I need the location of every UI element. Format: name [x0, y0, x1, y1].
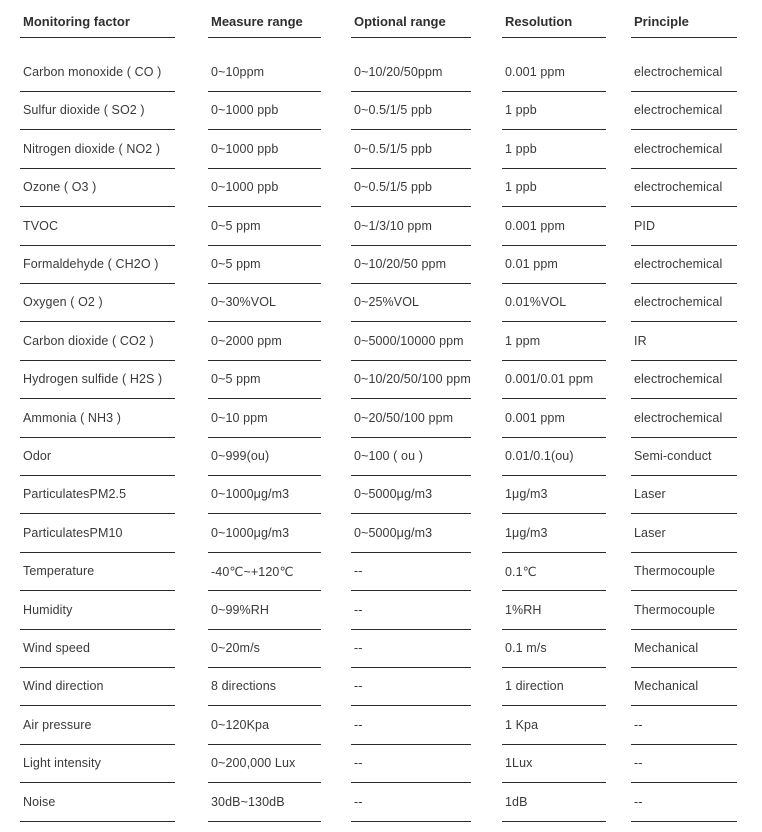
- cell-optional-range: 0~100 ( ou ): [351, 439, 471, 476]
- cell-principle: --: [631, 785, 737, 822]
- cell-factor: Humidity: [20, 593, 175, 630]
- cell-principle: Laser: [631, 516, 737, 553]
- cell-measure-range: 0~1000μg/m3: [208, 516, 321, 553]
- cell-principle: IR: [631, 324, 737, 361]
- cell-measure-range: 0~200,000 Lux: [208, 746, 321, 783]
- cell-measure-range: 0~10 ppm: [208, 401, 321, 438]
- cell-principle: electrochemical: [631, 132, 737, 169]
- cell-principle: Mechanical: [631, 669, 737, 706]
- cell-optional-range: 0~10/20/50/100 ppm: [351, 362, 471, 399]
- cell-factor: Hydrogen sulfide ( H2S ): [20, 362, 175, 399]
- cell-principle: electrochemical: [631, 362, 737, 399]
- cell-resolution: 1dB: [502, 785, 606, 822]
- table-row: [0, 324, 762, 361]
- cell-factor: Sulfur dioxide ( SO2 ): [20, 93, 175, 130]
- cell-factor: Odor: [20, 439, 175, 476]
- cell-optional-range: 0~10/20/50 ppm: [351, 247, 471, 284]
- cell-factor: Carbon monoxide ( CO ): [20, 55, 175, 92]
- cell-factor: Ammonia ( NH3 ): [20, 401, 175, 438]
- cell-factor: Carbon dioxide ( CO2 ): [20, 324, 175, 361]
- cell-measure-range: 0~10ppm: [208, 55, 321, 92]
- table-row: [0, 132, 762, 169]
- cell-principle: --: [631, 746, 737, 783]
- table-row: [0, 93, 762, 130]
- cell-principle: electrochemical: [631, 247, 737, 284]
- cell-measure-range: 0~5 ppm: [208, 209, 321, 246]
- table-row: [0, 401, 762, 438]
- cell-measure-range: 0~1000 ppb: [208, 93, 321, 130]
- cell-optional-range: 0~10/20/50ppm: [351, 55, 471, 92]
- cell-resolution: 1 ppm: [502, 324, 606, 361]
- cell-optional-range: 0~5000μg/m3: [351, 516, 471, 553]
- cell-principle: electrochemical: [631, 93, 737, 130]
- cell-principle: electrochemical: [631, 55, 737, 92]
- cell-optional-range: --: [351, 785, 471, 822]
- cell-measure-range: 0~30%VOL: [208, 285, 321, 322]
- cell-optional-range: 0~0.5/1/5 ppb: [351, 170, 471, 207]
- cell-resolution: 0.001/0.01 ppm: [502, 362, 606, 399]
- cell-measure-range: 0~5 ppm: [208, 247, 321, 284]
- cell-factor: Ozone ( O3 ): [20, 170, 175, 207]
- table-row: [0, 362, 762, 399]
- table-row: [0, 170, 762, 207]
- cell-measure-range: 30dB~130dB: [208, 785, 321, 822]
- table-row: [0, 669, 762, 706]
- table-row: [0, 516, 762, 553]
- cell-measure-range: 0~1000μg/m3: [208, 477, 321, 514]
- cell-resolution: 0.01 ppm: [502, 247, 606, 284]
- cell-optional-range: --: [351, 669, 471, 706]
- header-cell-measure-range: Measure range: [208, 0, 321, 38]
- table-row: [0, 746, 762, 783]
- cell-resolution: 0.001 ppm: [502, 209, 606, 246]
- cell-resolution: 0.001 ppm: [502, 55, 606, 92]
- cell-principle: electrochemical: [631, 170, 737, 207]
- cell-optional-range: 0~25%VOL: [351, 285, 471, 322]
- cell-resolution: 1 ppb: [502, 132, 606, 169]
- header-cell-resolution: Resolution: [502, 0, 606, 38]
- cell-optional-range: --: [351, 746, 471, 783]
- cell-resolution: 0.01/0.1(ou): [502, 439, 606, 476]
- cell-measure-range: 0~5 ppm: [208, 362, 321, 399]
- cell-resolution: 0.001 ppm: [502, 401, 606, 438]
- cell-factor: ParticulatesPM2.5: [20, 477, 175, 514]
- cell-principle: Thermocouple: [631, 554, 737, 591]
- cell-principle: Thermocouple: [631, 593, 737, 630]
- cell-optional-range: 0~20/50/100 ppm: [351, 401, 471, 438]
- cell-principle: Laser: [631, 477, 737, 514]
- cell-measure-range: 8 directions: [208, 669, 321, 706]
- cell-resolution: 1 direction: [502, 669, 606, 706]
- cell-measure-range: 0~1000 ppb: [208, 170, 321, 207]
- cell-measure-range: 0~120Kpa: [208, 708, 321, 745]
- cell-factor: Wind direction: [20, 669, 175, 706]
- cell-measure-range: -40℃~+120℃: [208, 554, 321, 591]
- cell-measure-range: 0~99%RH: [208, 593, 321, 630]
- table-row: [0, 247, 762, 284]
- cell-resolution: 0.01%VOL: [502, 285, 606, 322]
- cell-principle: --: [631, 708, 737, 745]
- cell-measure-range: 0~999(ou): [208, 439, 321, 476]
- table-row: [0, 439, 762, 476]
- cell-principle: electrochemical: [631, 285, 737, 322]
- cell-principle: Mechanical: [631, 631, 737, 668]
- cell-measure-range: 0~20m/s: [208, 631, 321, 668]
- header-cell-optional-range: Optional range: [351, 0, 471, 38]
- cell-resolution: 0.1 m/s: [502, 631, 606, 668]
- table-row: [0, 593, 762, 630]
- cell-optional-range: --: [351, 554, 471, 591]
- cell-principle: electrochemical: [631, 401, 737, 438]
- table-row: [0, 55, 762, 92]
- table-row: [0, 477, 762, 514]
- cell-optional-range: 0~5000μg/m3: [351, 477, 471, 514]
- cell-factor: Noise: [20, 785, 175, 822]
- table-row: [0, 708, 762, 745]
- cell-optional-range: --: [351, 708, 471, 745]
- table-row: [0, 785, 762, 822]
- cell-factor: ParticulatesPM10: [20, 516, 175, 553]
- cell-optional-range: 0~5000/10000 ppm: [351, 324, 471, 361]
- cell-factor: Light intensity: [20, 746, 175, 783]
- cell-resolution: 1%RH: [502, 593, 606, 630]
- cell-measure-range: 0~2000 ppm: [208, 324, 321, 361]
- cell-resolution: 0.1℃: [502, 554, 606, 591]
- header-cell-factor: Monitoring factor: [20, 0, 175, 38]
- table-header: [0, 0, 762, 38]
- cell-factor: Formaldehyde ( CH2O ): [20, 247, 175, 284]
- cell-optional-range: --: [351, 631, 471, 668]
- table-row: [0, 209, 762, 246]
- cell-optional-range: 0~0.5/1/5 ppb: [351, 93, 471, 130]
- cell-principle: Semi-conduct: [631, 439, 737, 476]
- cell-resolution: 1μg/m3: [502, 477, 606, 514]
- table-row: [0, 285, 762, 322]
- table-row: [0, 554, 762, 591]
- table-row: [0, 631, 762, 668]
- cell-resolution: 1Lux: [502, 746, 606, 783]
- cell-factor: Nitrogen dioxide ( NO2 ): [20, 132, 175, 169]
- cell-resolution: 1μg/m3: [502, 516, 606, 553]
- cell-optional-range: --: [351, 593, 471, 630]
- cell-factor: Wind speed: [20, 631, 175, 668]
- cell-factor: Air pressure: [20, 708, 175, 745]
- cell-resolution: 1 ppb: [502, 93, 606, 130]
- cell-optional-range: 0~0.5/1/5 ppb: [351, 132, 471, 169]
- cell-resolution: 1 Kpa: [502, 708, 606, 745]
- header-cell-principle: Principle: [631, 0, 737, 38]
- cell-resolution: 1 ppb: [502, 170, 606, 207]
- cell-factor: Oxygen ( O2 ): [20, 285, 175, 322]
- cell-factor: TVOC: [20, 209, 175, 246]
- cell-principle: PID: [631, 209, 737, 246]
- cell-factor: Temperature: [20, 554, 175, 591]
- cell-measure-range: 0~1000 ppb: [208, 132, 321, 169]
- cell-optional-range: 0~1/3/10 ppm: [351, 209, 471, 246]
